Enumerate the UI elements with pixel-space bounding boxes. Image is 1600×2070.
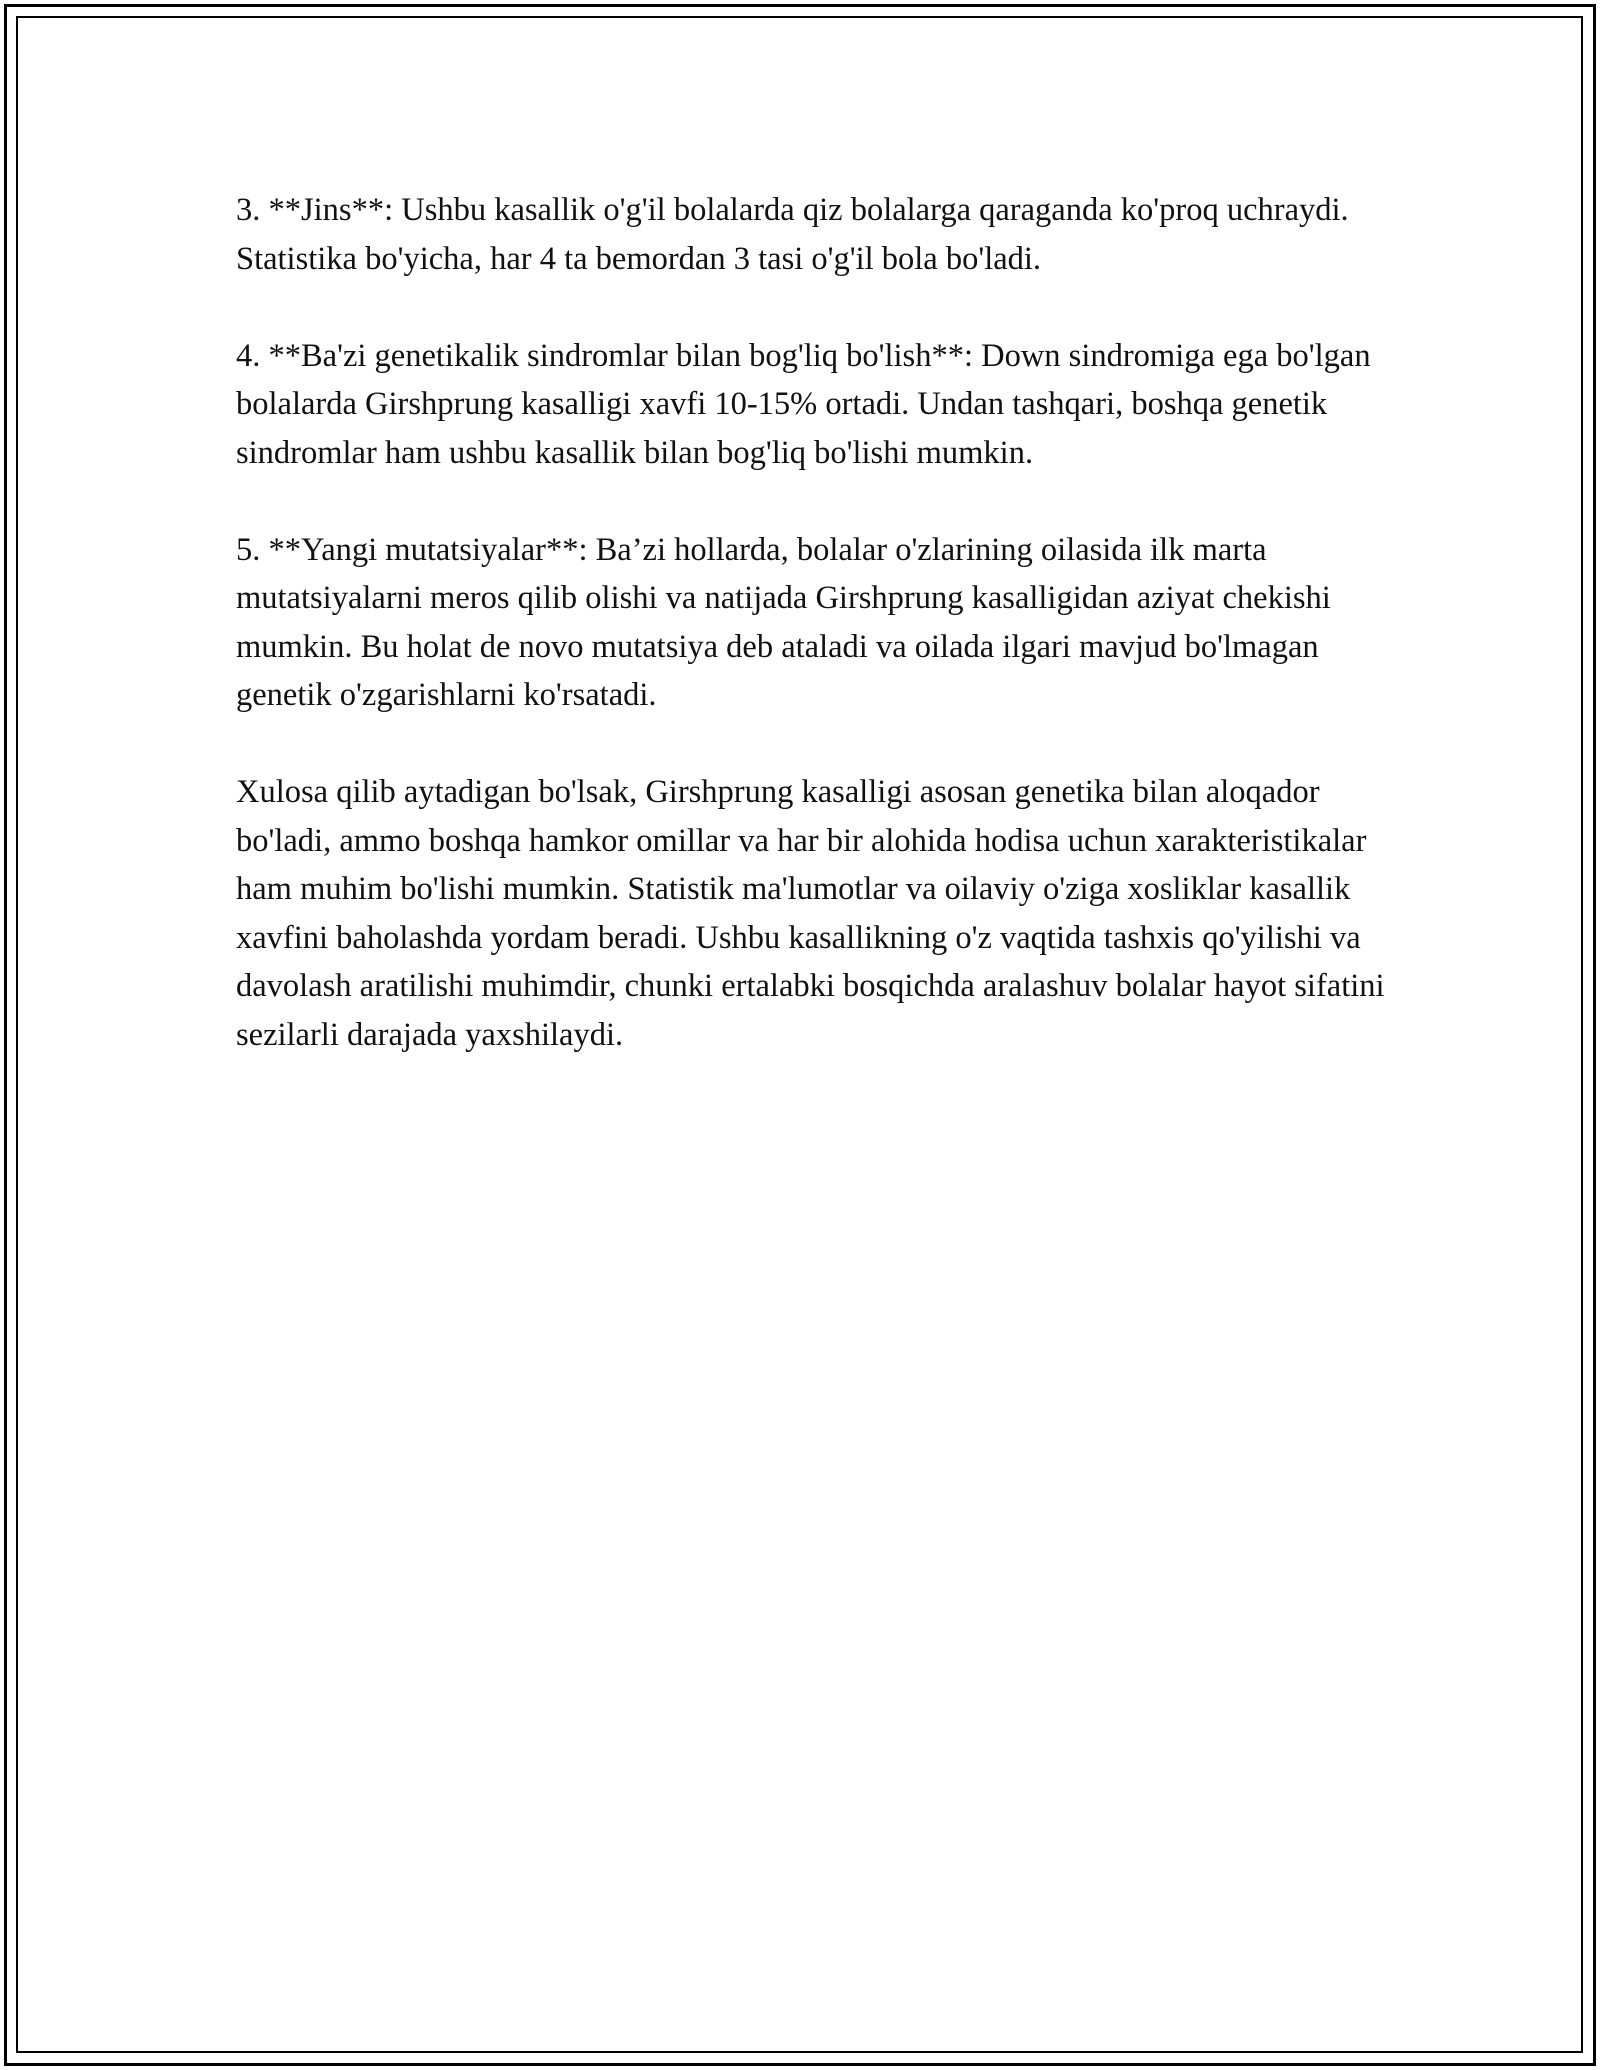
document-body xyxy=(236,186,1396,1059)
paragraph-jins: 3. **Jins**: Ushbu kasallik o'g'il bolalarda qiz bolalarga qaraganda ko'proq uchraydi. Statistika bo'yicha, har 4 ta bemordan 3 tasi o'g'il bola bo'ladi. xyxy=(236,192,1349,277)
paragraph-new-mutations: 5. **Yangi mutatsiyalar**: Ba’zi hollarda, bolalar o'zlarining oilasida ilk marta mutatsiyalarni meros qilib olishi va natijada Girshprung kasalligidan aziyat chekishi mumkin. Bu holat de novo mutatsiya deb ataladi va oilada ilgari mavjud bo'lmagan genetik o'zgarishlarni ko'rsatadi. xyxy=(236,531,1331,713)
paragraph-genetic-syndromes: 4. **Ba'zi genetikalik sindromlar bilan bog'liq bo'lish**: Down sindromiga ega bo'lgan bolalarda Girshprung kasalligi xavfi 10-15% ortadi. Undan tashqari, boshqa genetik sindromlar ham ushbu kasallik bilan bog'liq bo'lishi mumkin. xyxy=(236,337,1371,471)
paragraph-conclusion: Xulosa qilib aytadigan bo'lsak, Girshprung kasalligi asosan genetika bilan aloqador bo'ladi, ammo boshqa hamkor omillar va har bir alohida hodisa uchun xarakteristikalar ham muhim bo'lishi mumkin. Statistik ma'lumotlar va oilaviy o'ziga xosliklar kasallik xavfini baholashda yordam beradi. Ushbu kasallikning o'z vaqtida tashxis qo'yilishi va davolash aratilishi muhimdir, chunki ertalabki bosqichda aralashuv bolalar hayot sifatini sezilarli darajada yaxshilaydi. xyxy=(236,774,1385,1053)
